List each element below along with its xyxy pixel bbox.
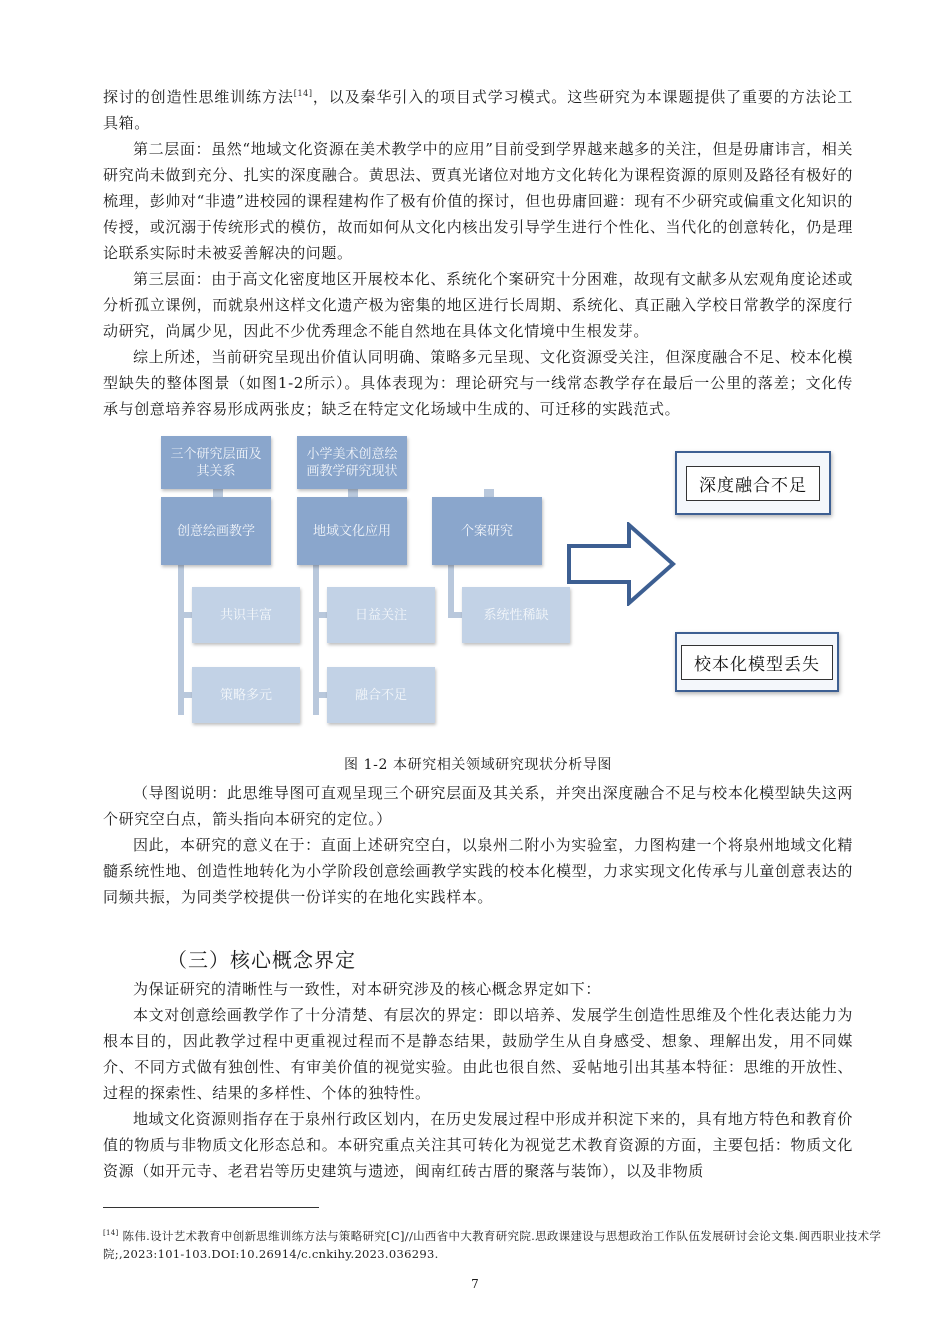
node-insufficient-integration: 融合不足 bbox=[327, 667, 435, 723]
paragraph-diagram-note: （导图说明：此思维导图可直观呈现三个研究层面及其关系，并突出深度融合不足与校本化模型缺失这两个研究空白点，箭头指向本研究的定位。） bbox=[103, 784, 853, 828]
paragraph-1-tail: ，以及秦华引入的项目式学习模式。这些研究为本课题提供了重要的方法论工具箱。 bbox=[103, 88, 854, 132]
paragraph-regional-resource-definition: 地域文化资源则指存在于泉州行政区划内，在历史发展过程中形成并积淀下来的，具有地方特色和教育价值的物质与非物质文化形态总和。本研究重点关注其可转化为视觉艺术教育资源的方面，主要包括：物质文化资源（如开元寺、老君岩等历史建筑与遗迹，闽南红砖古厝的聚落与装饰），以及非物质 bbox=[103, 1110, 853, 1180]
callout-deep-integration-gap bbox=[675, 451, 831, 515]
node-growing-attention: 日益关注 bbox=[327, 587, 435, 643]
connector bbox=[313, 692, 327, 698]
node-case-study: 个案研究 bbox=[432, 497, 542, 565]
connector bbox=[213, 489, 223, 497]
paragraph-3: 第三层面：由于高文化密度地区开展校本化、系统化个案研究十分困难，故现有文献多从宏观角度论述或分析孤立课例，而就泉州这样文化遗产极为密集的地区进行长周期、系统化、真正融入学校日常教学的深度行动研究，尚属少见，因此不少优秀理念不能自然地在具体文化情境中生根发芽。 bbox=[103, 270, 853, 340]
connector bbox=[178, 692, 192, 698]
paragraph-creative-painting-definition: 本文对创意绘画教学作了十分清楚、有层次的界定：即以培养、发展学生创造性思维及个性化表达能力为根本目的，因此教学过程中更重视过程而不是静态结果，鼓励学生从自身感受、想象、理解出发，用不同媒介、不同方式做有独创性、有审美价值的视觉实验。由此也很自然、妥帖地引出其基本特征：思维的开放性、过程的探索性、结果的多样性、个体的独特性。 bbox=[103, 1006, 853, 1102]
paragraph-significance: 因此，本研究的意义在于：直面上述研究空白，以泉州二附小为实验室，力图构建一个将泉州地域文化精髓系统性地、创造性地转化为小学阶段创意绘画教学实践的校本化模型，力求实现文化传承与儿童创意表达的同频共振，为同类学校提供一份详实的在地化实践样本。 bbox=[103, 836, 853, 906]
paragraph-2: 第二层面：虽然“地域文化资源在美术教学中的应用”目前受到学界越来越多的关注，但是毋庸讳言，相关研究尚未做到充分、扎实的深度融合。黄思法、贾真光诸位对地方文化转化为课程资源的原则及路径有极好的梳理，彭帅对“非遗”进校园的课程建构作了极有价值的探讨，但也毋庸回避：现有不少研究或偏重文化知识的传授，或沉溺于传统形式的模仿，故而如何从文化内核出发引导学生进行个性化、当代化的创意转化，仍是理论联系实际时未被妥善解决的问题。 bbox=[103, 140, 853, 262]
paragraph-1-text: 探讨的创造性思维训练方法 bbox=[103, 88, 294, 106]
connector bbox=[313, 612, 327, 618]
citation-ref-14[interactable]: [14] bbox=[293, 89, 313, 98]
callout-school-model-missing bbox=[675, 632, 839, 692]
node-regional-culture: 地域文化应用 bbox=[297, 497, 407, 565]
connector bbox=[178, 612, 192, 618]
footnote-ref-14: [14] bbox=[103, 1229, 119, 1237]
node-research-status: 小学美术创意绘画教学研究现状 bbox=[297, 436, 407, 489]
node-consensus-rich: 共识丰富 bbox=[192, 587, 300, 643]
footnote bbox=[103, 1224, 891, 1263]
callout-2-label: 校本化模型丢失 bbox=[681, 645, 833, 680]
page-number: 7 bbox=[471, 1277, 479, 1291]
node-creative-painting: 创意绘画教学 bbox=[161, 497, 271, 565]
node-three-research-levels: 三个研究层面及其关系 bbox=[161, 436, 271, 489]
footnote-divider bbox=[103, 1207, 319, 1208]
node-diverse-strategies: 策略多元 bbox=[192, 667, 300, 723]
connector bbox=[448, 565, 454, 618]
node-systematic-scarcity: 系统性稀缺 bbox=[462, 587, 570, 643]
callout-1-label: 深度融合不足 bbox=[686, 466, 820, 501]
page-body bbox=[103, 84, 853, 1184]
figure-caption: 图 1-2 本研究相关领域研究现状分析导图 bbox=[343, 757, 613, 773]
paragraph-1 bbox=[103, 84, 853, 136]
section-heading: （三）核心概念界定 bbox=[167, 948, 356, 972]
connector bbox=[348, 489, 358, 497]
right-arrow-icon bbox=[567, 522, 677, 606]
footnote-text: 陈伟.设计艺术教育中创新思维训练方法与策略研究[C]//山西省中大教育研究院.思政课建设与思想政治工作队伍发展研讨会论文集.闽西职业技术学院;,2023:101-103.DOI:10.26914/c.cnkihy.2023.036293. bbox=[103, 1228, 882, 1261]
connector bbox=[448, 612, 462, 618]
paragraph-4: 综上所述，当前研究呈现出价值认同明确、策略多元呈现、文化资源受关注，但深度融合不足、校本化模型缺失的整体图景（如图1-2所示）。具体表现为：理论研究与一线常态教学存在最后一公里的落差；文化传承与创意培养容易形成两张皮；缺乏在特定文化场域中生成的、可迁移的实践范式。 bbox=[103, 348, 853, 418]
research-status-mind-map bbox=[103, 430, 853, 748]
paragraph-definition-intro: 为保证研究的清晰性与一致性，对本研究涉及的核心概念界定如下： bbox=[133, 980, 602, 998]
connector bbox=[484, 489, 494, 497]
